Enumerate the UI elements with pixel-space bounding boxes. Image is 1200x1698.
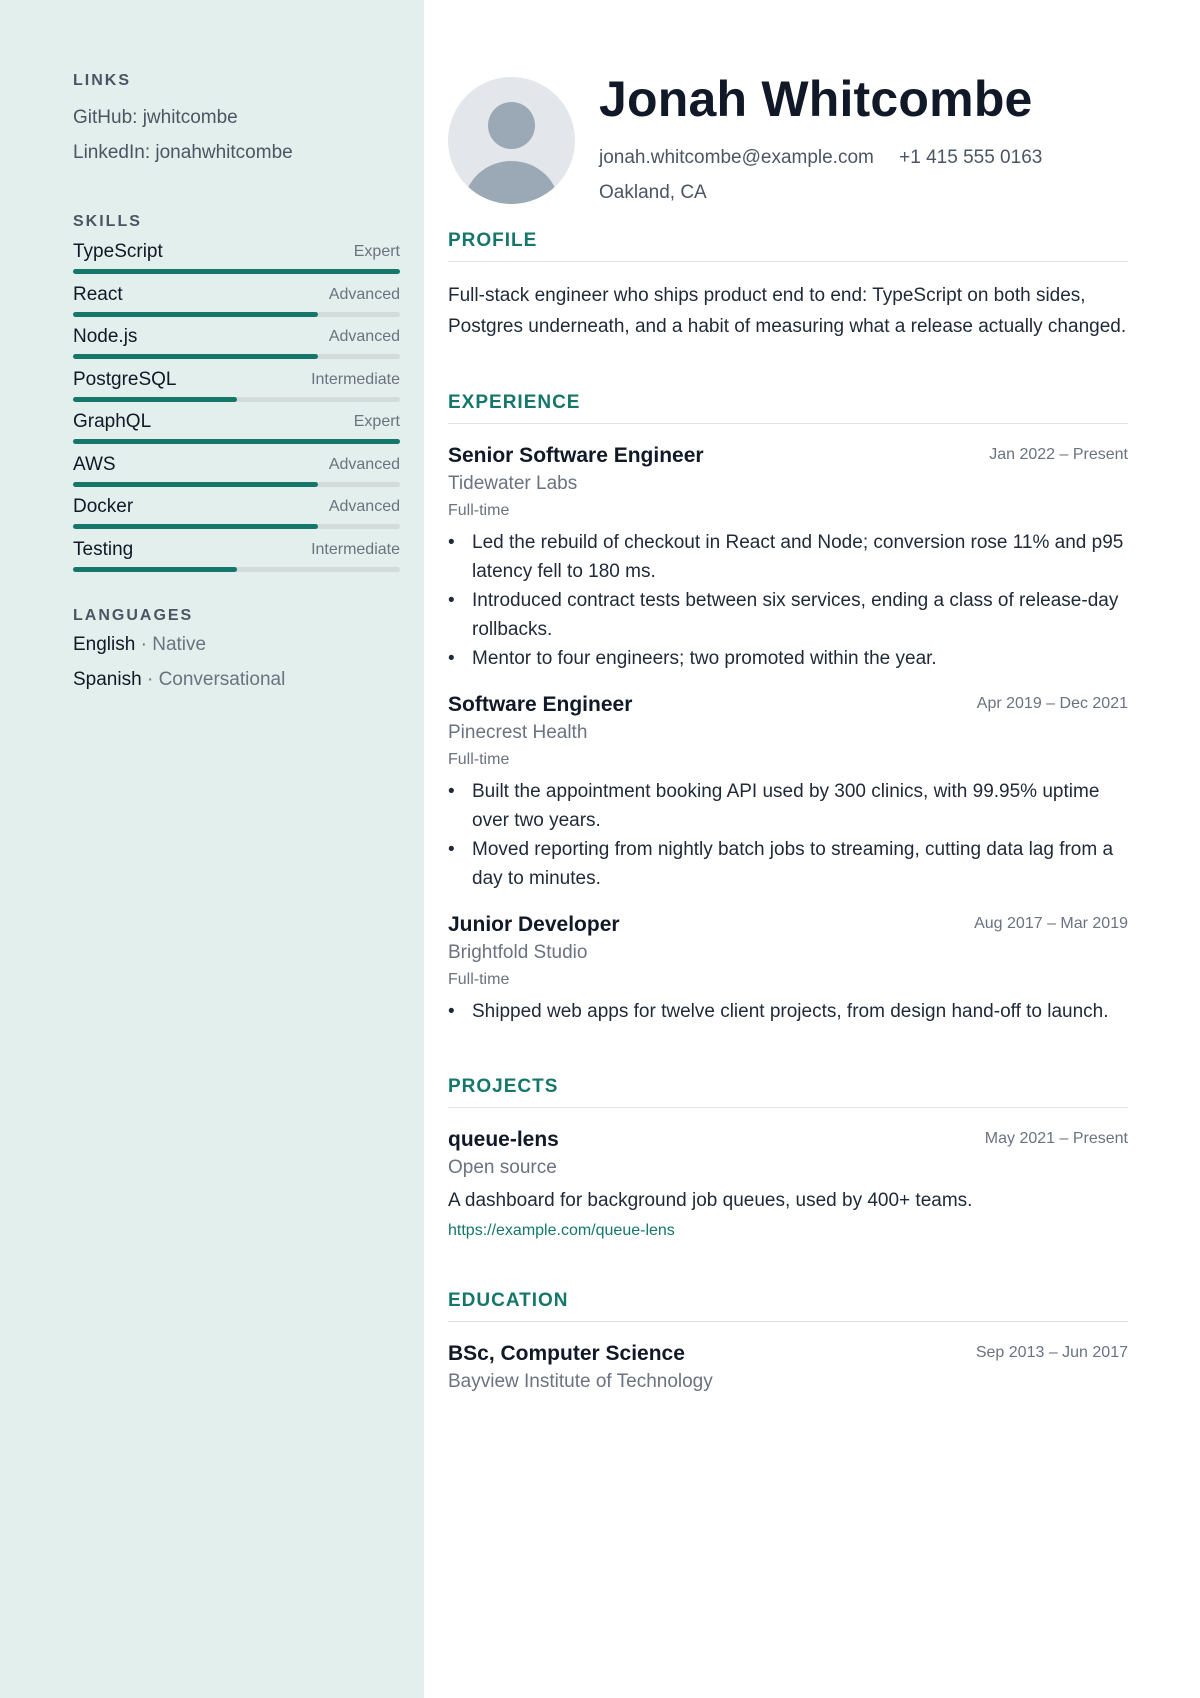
language-item xyxy=(73,670,424,690)
education-heading: EDUCATION xyxy=(448,1290,1128,1322)
skill-name: Testing xyxy=(73,538,134,560)
skill-bar-fill xyxy=(73,439,400,444)
phone-number: +1 415 555 0163 xyxy=(899,147,1043,168)
skill-item xyxy=(73,539,400,582)
job-dates: Aug 2017 – Mar 2019 xyxy=(974,915,1128,932)
language-item xyxy=(73,635,424,655)
project-link[interactable]: https://example.com/queue-lens xyxy=(448,1222,675,1239)
location: Oakland, CA xyxy=(599,182,707,203)
job-type: Full-time xyxy=(448,971,510,988)
language-level: Conversational xyxy=(158,669,286,690)
projects-heading: PROJECTS xyxy=(448,1076,1128,1108)
project-dates: May 2021 – Present xyxy=(984,1130,1128,1147)
links-list xyxy=(73,108,424,163)
projects-section xyxy=(448,1076,1128,1240)
project-name: queue-lens xyxy=(448,1128,559,1151)
skill-name: TypeScript xyxy=(73,241,163,262)
skill-level: Intermediate xyxy=(311,370,400,388)
skill-item xyxy=(73,326,400,369)
language-level: Native xyxy=(152,634,207,655)
skill-name: Node.js xyxy=(73,326,138,347)
skill-bar-track xyxy=(73,312,400,317)
skill-level: Advanced xyxy=(328,455,400,473)
skill-bar-fill xyxy=(73,524,318,529)
degree: BSc, Computer Science xyxy=(448,1342,685,1365)
separator-dot: · xyxy=(141,669,159,690)
bullet-item: • Built the appointment booking API used by 300 clinics, with 99.95% uptime over two years. xyxy=(448,777,1128,835)
project-entry xyxy=(448,1128,1128,1240)
school: Bayview Institute of Technology xyxy=(448,1371,713,1392)
education-dates: Sep 2013 – Jun 2017 xyxy=(975,1344,1128,1361)
skills-list xyxy=(73,241,400,581)
skill-level: Advanced xyxy=(328,498,400,515)
bullet-item: • Mentor to four engineers; two promoted within the year. xyxy=(448,644,1128,673)
skill-level: Intermediate xyxy=(311,540,400,558)
bullet-item: • Introduced contract tests between six services, ending a class of release-day rollbacks. xyxy=(448,586,1128,644)
skill-bar-track xyxy=(73,397,400,402)
skill-bar-fill xyxy=(73,397,237,402)
skill-level: Advanced xyxy=(328,328,400,345)
skill-item xyxy=(73,496,400,539)
profile-section xyxy=(448,230,1128,342)
job-type: Full-time xyxy=(448,751,510,768)
job-company: Pinecrest Health xyxy=(448,722,588,743)
bullet-item: • Led the rebuild of checkout in React and Node; conversion rose 11% and p95 latency fell to 180 ms. xyxy=(448,528,1128,586)
skill-item xyxy=(73,241,400,284)
job-company: Brightfold Studio xyxy=(448,942,588,963)
languages-heading: LANGUAGES xyxy=(73,607,194,624)
experience-list xyxy=(448,444,1128,1026)
job-bullets xyxy=(448,528,1128,673)
linkedin-link[interactable]: LinkedIn: jonahwhitcombe xyxy=(73,142,293,163)
project-type: Open source xyxy=(448,1157,557,1178)
profile-text: Full-stack engineer who ships product end to end: TypeScript on both sides, Postgres underneath, and a habit of measuring what a release actually changed. xyxy=(448,285,1127,337)
project-description: A dashboard for background job queues, used by 400+ teams. xyxy=(448,1190,973,1211)
contact-line xyxy=(599,147,1062,169)
skill-bar-fill xyxy=(73,482,318,487)
links-heading: LINKS xyxy=(73,72,131,89)
skill-item xyxy=(73,284,400,327)
avatar-body-shape xyxy=(464,161,559,204)
education-entry xyxy=(448,1342,1128,1393)
resume-header xyxy=(448,0,1128,230)
skill-name: Docker xyxy=(73,496,134,517)
email-link[interactable]: jonah.whitcombe@example.com xyxy=(599,147,874,168)
job-dates: Jan 2022 – Present xyxy=(989,446,1128,463)
job-bullets xyxy=(448,777,1128,893)
education-list xyxy=(448,1342,1128,1393)
skill-name: GraphQL xyxy=(73,411,152,432)
skill-bar-track xyxy=(73,439,400,444)
skill-bar-track xyxy=(73,524,400,529)
skill-level: Advanced xyxy=(328,285,400,303)
job-dates: Apr 2019 – Dec 2021 xyxy=(976,695,1128,712)
education-section xyxy=(448,1290,1128,1393)
skill-bar-track xyxy=(73,354,400,359)
experience-section xyxy=(448,392,1128,1026)
skill-bar-fill xyxy=(73,354,318,359)
skill-bar-fill xyxy=(73,567,237,572)
job-company: Tidewater Labs xyxy=(448,473,578,494)
skill-name: AWS xyxy=(73,453,116,475)
skill-bar-track xyxy=(73,482,400,487)
projects-list xyxy=(448,1128,1128,1240)
job-entry xyxy=(448,444,1128,673)
languages-list xyxy=(73,635,424,690)
avatar xyxy=(448,77,575,204)
job-entry xyxy=(448,693,1128,893)
skill-name: React xyxy=(73,283,123,305)
person-name: Jonah Whitcombe xyxy=(599,71,1033,127)
job-type: Full-time xyxy=(448,502,510,519)
github-link[interactable]: GitHub: jwhitcombe xyxy=(73,107,238,128)
skill-bar-track xyxy=(73,567,400,572)
skill-bar-track xyxy=(73,269,400,274)
job-title: Software Engineer xyxy=(448,693,633,716)
experience-heading: EXPERIENCE xyxy=(448,392,1128,424)
bullet-item: • Moved reporting from nightly batch jobs to streaming, cutting data lag from a day to minutes. xyxy=(448,835,1128,893)
separator-dot: · xyxy=(135,634,153,655)
skill-level: Expert xyxy=(353,243,400,260)
skill-item xyxy=(73,411,400,454)
skill-item xyxy=(73,369,400,412)
skill-item xyxy=(73,454,400,497)
job-entry xyxy=(448,913,1128,1026)
skills-heading: SKILLS xyxy=(73,213,142,230)
skill-bar-fill xyxy=(73,312,318,317)
language-name: Spanish xyxy=(73,669,142,690)
skill-level: Expert xyxy=(353,413,400,430)
job-bullets xyxy=(448,997,1128,1026)
bullet-item: • Shipped web apps for twelve client projects, from design hand-off to launch. xyxy=(448,997,1128,1026)
avatar-head-shape xyxy=(488,102,535,149)
skill-name: PostgreSQL xyxy=(73,368,177,390)
main-content xyxy=(448,0,1128,1393)
language-name: English xyxy=(73,634,136,655)
profile-heading: PROFILE xyxy=(448,230,1128,262)
job-title: Senior Software Engineer xyxy=(448,444,704,467)
skill-bar-fill xyxy=(73,269,400,274)
sidebar xyxy=(0,0,424,1698)
job-title: Junior Developer xyxy=(448,913,620,936)
